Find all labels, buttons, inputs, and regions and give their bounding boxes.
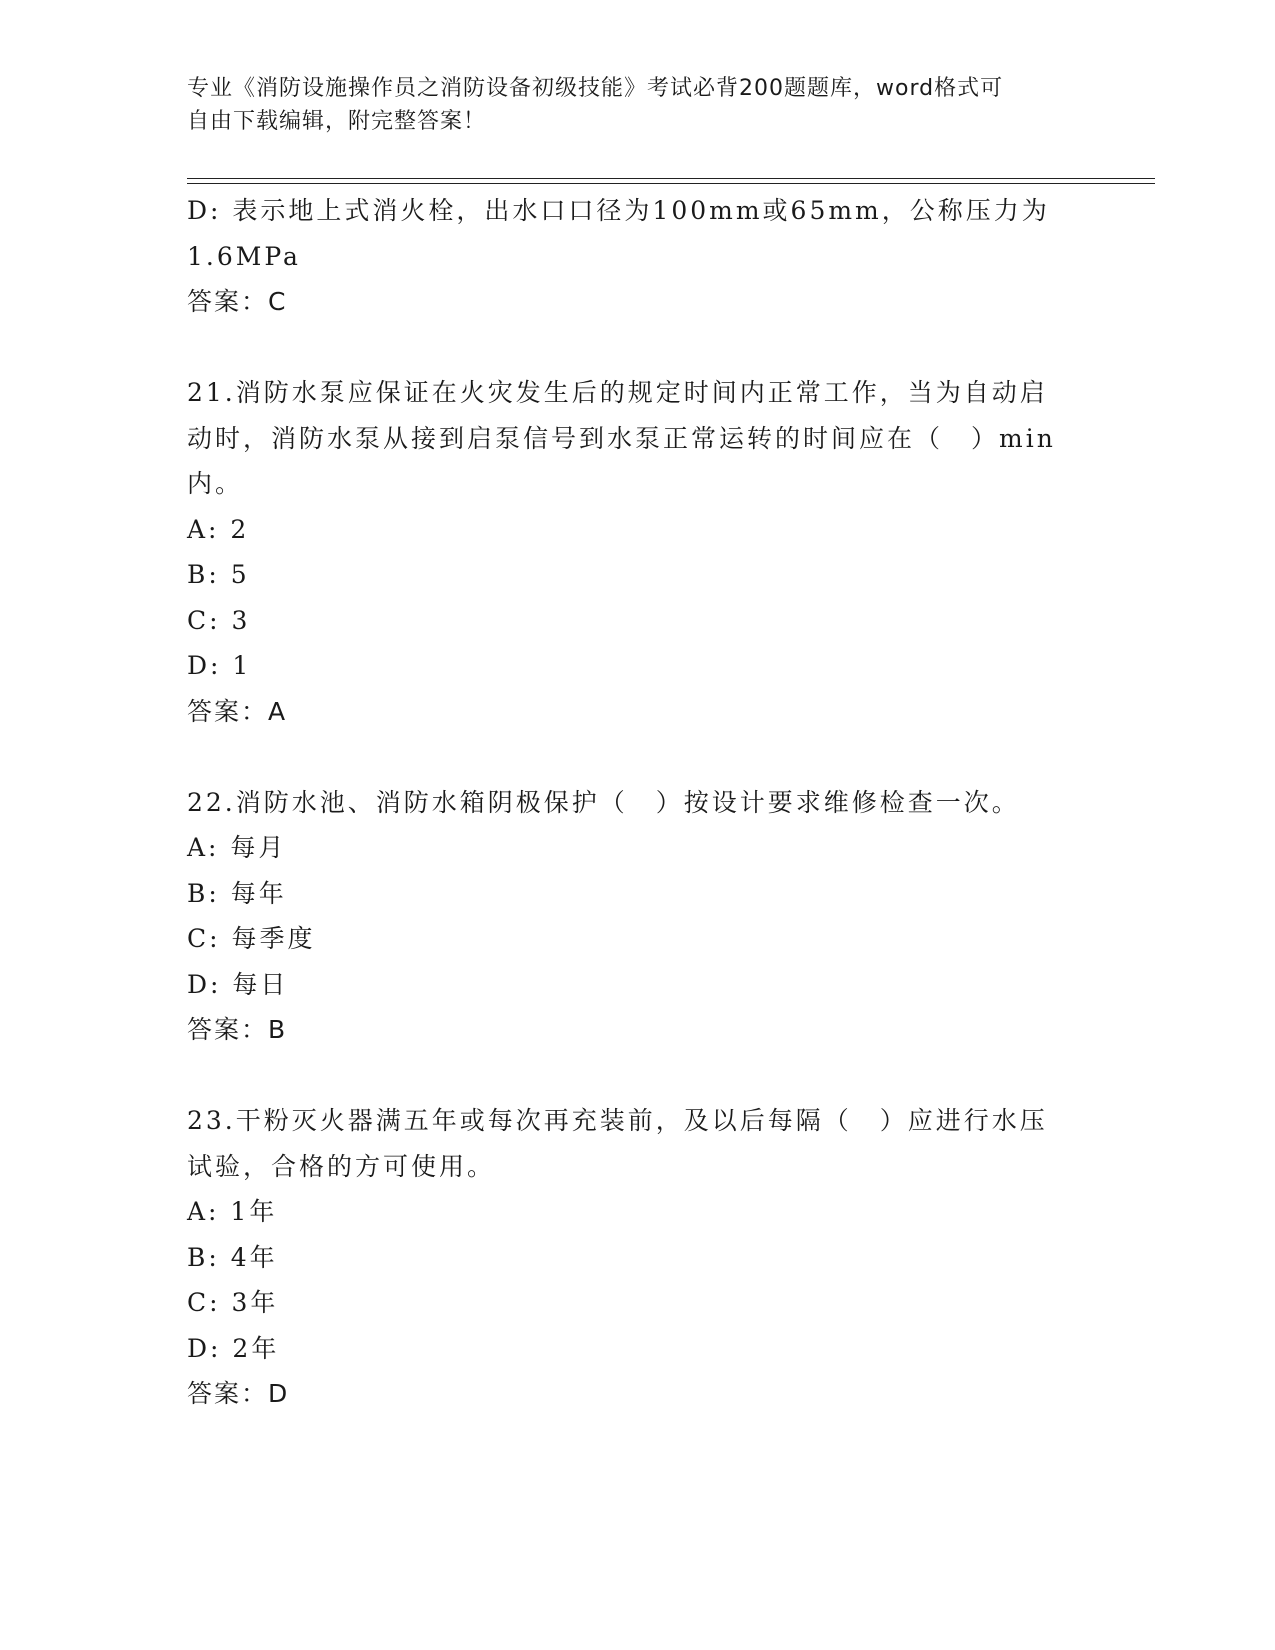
answer-label: 答案：A xyxy=(187,696,288,726)
header-divider-top xyxy=(187,178,1155,179)
question-content xyxy=(187,188,1087,1417)
answer-label: 答案：C xyxy=(187,287,288,316)
question-stem: 21.消防水泵应保证在火灾发生后的规定时间内正常工作，当为自动启 xyxy=(187,378,1048,407)
header-line-1: 专业《消防设施操作员之消防设备初级技能》考试必背200题题库，word格式可 xyxy=(187,76,1004,101)
option-d: D: 表示地上式消火栓，出水口口径为100mm或65mm，公称压力为 xyxy=(187,196,1050,225)
option-c: C: 3年 xyxy=(187,1288,279,1317)
option-d: D: 1 xyxy=(187,651,252,680)
option-d-continued: 1.6MPa xyxy=(187,241,301,271)
option-b: B: 5 xyxy=(187,560,250,589)
option-b: B: 每年 xyxy=(187,878,287,908)
option-a: A: 1年 xyxy=(187,1197,278,1226)
question-stem: 动时，消防水泵从接到启泵信号到水泵正常运转的时间应在（ ）min xyxy=(187,423,1056,453)
question-stem: 内。 xyxy=(187,469,244,498)
option-c: C: 每季度 xyxy=(187,924,316,953)
question-stem: 23.干粉灭火器满五年或每次再充装前，及以后每隔（ ）应进行水压 xyxy=(187,1106,1048,1135)
option-d: D: 2年 xyxy=(187,1333,280,1363)
spacer xyxy=(187,734,1087,780)
option-d: D: 每日 xyxy=(187,969,289,999)
answer-label: 答案：B xyxy=(187,1015,288,1044)
answer-label: 答案：D xyxy=(187,1379,290,1408)
spacer xyxy=(187,325,1087,371)
option-b: B: 4年 xyxy=(187,1242,278,1272)
question-22 xyxy=(187,780,1087,1053)
option-c: C: 3 xyxy=(187,605,251,635)
question-23 xyxy=(187,1098,1087,1417)
carryover-block xyxy=(187,188,1087,325)
question-stem: 试验，合格的方可使用。 xyxy=(187,1151,496,1181)
document-header xyxy=(187,72,1087,138)
option-a: A: 每月 xyxy=(187,833,287,862)
header-line-2: 自由下载编辑，附完整答案！ xyxy=(187,109,487,134)
spacer xyxy=(187,1053,1087,1099)
option-a: A: 2 xyxy=(187,514,250,544)
header-divider-bottom xyxy=(187,183,1155,184)
question-21 xyxy=(187,370,1087,734)
question-stem: 22.消防水池、消防水箱阴极保护（ ）按设计要求维修检查一次。 xyxy=(187,787,1020,817)
